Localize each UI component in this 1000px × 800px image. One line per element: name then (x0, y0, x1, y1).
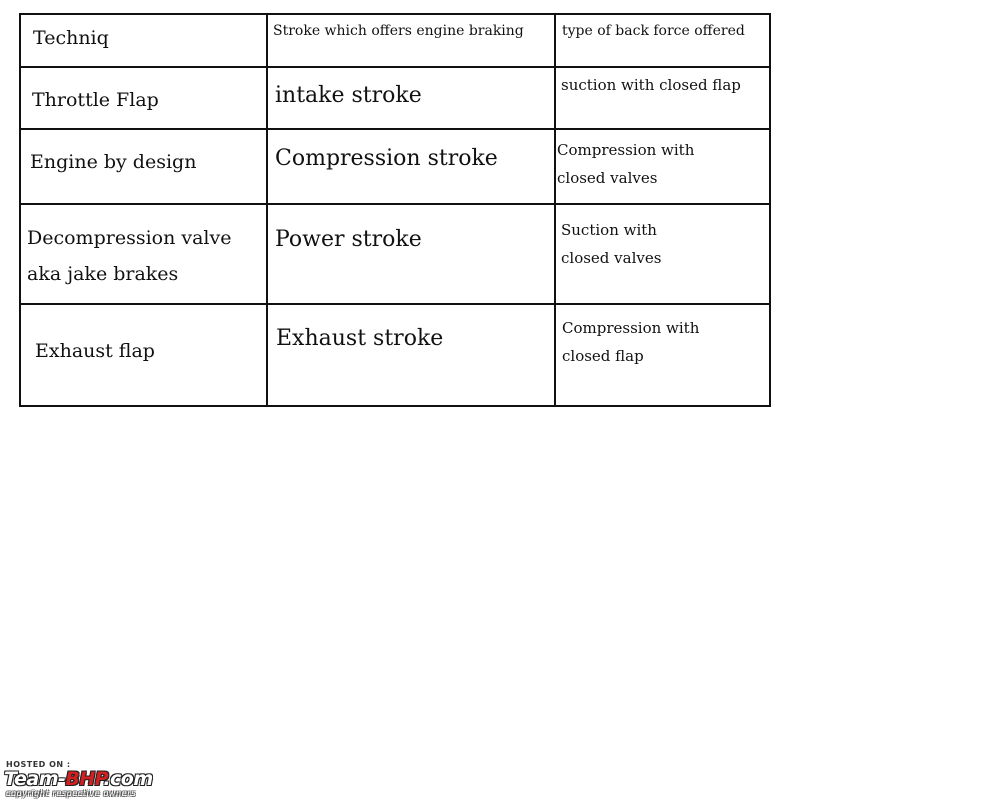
cell-force-4 (562, 314, 699, 370)
column-divider (266, 15, 268, 405)
cell-stroke-1: intake stroke (275, 83, 422, 108)
brand-prefix: Team- (4, 768, 66, 790)
comparison-table (19, 13, 771, 407)
cell-force-4-line: closed flap (562, 347, 644, 365)
cell-stroke-3: Power stroke (275, 227, 422, 252)
cell-force-1-line: suction with closed flap (561, 76, 741, 94)
brand-logo (4, 768, 153, 790)
row-divider (21, 66, 769, 68)
cell-technique-1: Throttle Flap (32, 89, 159, 111)
brand-suffix: .com (103, 768, 153, 790)
column-divider (554, 15, 556, 405)
header-technique: Techniq (33, 27, 109, 49)
cell-force-3 (561, 216, 661, 272)
cell-force-4-line: Compression with (562, 319, 700, 337)
cell-stroke-4: Exhaust stroke (276, 326, 444, 351)
row-divider (21, 128, 769, 130)
header-stroke: Stroke which offers engine braking (273, 23, 524, 39)
cell-force-3-line: closed valves (561, 249, 662, 267)
cell-force-2-line: Compression with (557, 141, 695, 159)
cell-technique-3-line: Decompression valve (27, 227, 232, 249)
team-bhp-watermark (4, 760, 194, 798)
header-back-force: type of back force offered (562, 23, 745, 39)
row-divider (21, 203, 769, 205)
cell-technique-4: Exhaust flap (35, 340, 155, 362)
cell-technique-2: Engine by design (30, 151, 197, 173)
hosted-on-label: HOSTED ON : (6, 760, 71, 769)
cell-force-2-line: closed valves (557, 169, 658, 187)
copyright-label: copyright respective owners (6, 789, 136, 798)
cell-technique-3 (27, 220, 231, 292)
brand-accent: BHP (65, 768, 104, 790)
cell-stroke-2: Compression stroke (275, 146, 498, 171)
cell-force-2 (557, 136, 694, 192)
cell-technique-3-line: aka jake brakes (27, 263, 179, 285)
row-divider (21, 303, 769, 305)
cell-force-1 (561, 71, 741, 99)
cell-force-3-line: Suction with (561, 221, 657, 239)
